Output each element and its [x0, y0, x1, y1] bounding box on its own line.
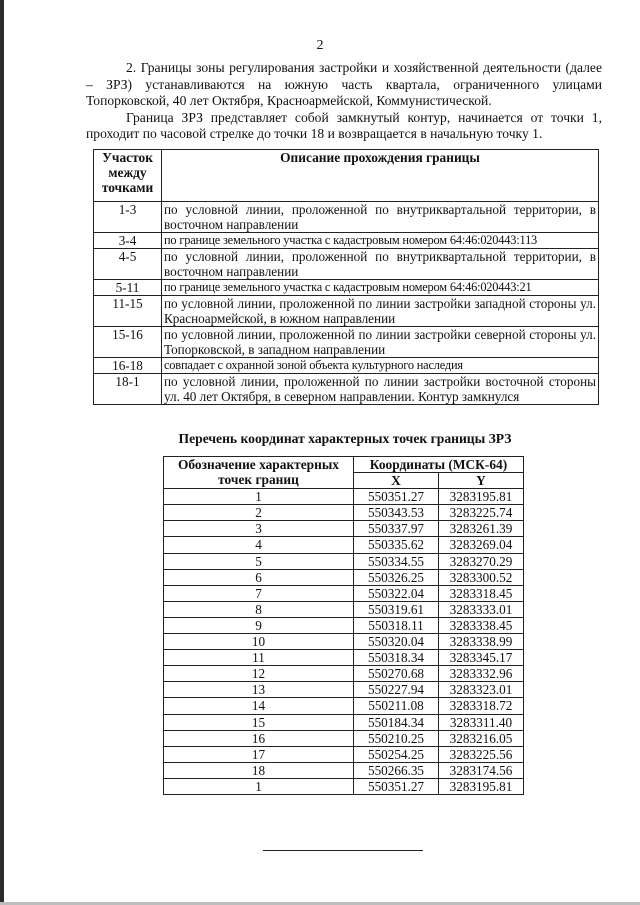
y-cell: 3283195.81 [439, 778, 524, 794]
description-cell: по условной линии, проложенной по линии застройки западной стороны ул. Красноармейской, в южном направлении [162, 296, 599, 327]
table-row [164, 537, 524, 553]
segment-cell: 5-11 [94, 280, 162, 296]
page-number: 2 [316, 38, 324, 53]
y-cell: 3283338.99 [439, 634, 524, 650]
y-cell: 3283195.81 [439, 489, 524, 505]
description-cell: по границе земельного участка с кадастровым номером 64:46:020443:21 [162, 280, 599, 296]
table-row [164, 778, 524, 794]
x-cell: 550337.97 [354, 521, 439, 537]
y-cell: 3283332.96 [439, 666, 524, 682]
point-cell: 6 [164, 569, 354, 585]
point-cell: 14 [164, 698, 354, 714]
point-cell: 15 [164, 714, 354, 730]
table-row [94, 296, 599, 327]
segment-cell: 16-18 [94, 358, 162, 374]
y-cell: 3283261.39 [439, 521, 524, 537]
point-cell: 3 [164, 521, 354, 537]
x-cell: 550184.34 [354, 714, 439, 730]
table-header-row [94, 150, 599, 202]
segment-cell: 18-1 [94, 374, 162, 405]
table-row [94, 358, 599, 374]
point-cell: 18 [164, 762, 354, 778]
point-cell: 12 [164, 666, 354, 682]
description-column-header: Описание прохождения границы [162, 150, 599, 202]
point-cell: 2 [164, 505, 354, 521]
x-cell: 550254.25 [354, 746, 439, 762]
table-row [164, 714, 524, 730]
table-row [164, 585, 524, 601]
y-cell: 3283345.17 [439, 650, 524, 666]
x-cell: 550322.04 [354, 585, 439, 601]
point-cell: 1 [164, 489, 354, 505]
y-cell: 3283318.45 [439, 585, 524, 601]
table-row [164, 634, 524, 650]
x-cell: 550351.27 [354, 489, 439, 505]
point-cell: 13 [164, 682, 354, 698]
intro-paragraph: Граница ЗРЗ представляет собой замкнутый контур, начинается от точки 1, проходит по часовой стрелке до точки 18 и возвращается в начальную точку 1. [86, 109, 602, 141]
x-column-header: X [354, 473, 439, 489]
description-cell: по условной линии, проложенной по внутриквартальной территории, в восточном направлении [162, 202, 599, 233]
point-cell: 10 [164, 634, 354, 650]
table-row [94, 202, 599, 233]
intro-text [86, 60, 602, 143]
table-row [94, 327, 599, 358]
point-cell: 7 [164, 585, 354, 601]
table-row [164, 521, 524, 537]
x-cell: 550326.25 [354, 569, 439, 585]
segment-cell: 4-5 [94, 249, 162, 280]
x-cell: 550227.94 [354, 682, 439, 698]
point-column-header: Обозначение характерных точек границ [164, 457, 354, 489]
segment-cell: 15-16 [94, 327, 162, 358]
x-cell: 550351.27 [354, 778, 439, 794]
y-cell: 3283300.52 [439, 569, 524, 585]
x-cell: 550270.68 [354, 666, 439, 682]
table-row [164, 762, 524, 778]
x-cell: 550318.11 [354, 617, 439, 633]
table-row [164, 730, 524, 746]
table-row [164, 569, 524, 585]
table-row [164, 698, 524, 714]
x-cell: 550266.35 [354, 762, 439, 778]
y-cell: 3283225.74 [439, 505, 524, 521]
x-cell: 550335.62 [354, 537, 439, 553]
segment-column-header: Участок между точками [94, 150, 162, 202]
y-cell: 3283318.72 [439, 698, 524, 714]
segment-cell: 3-4 [94, 233, 162, 249]
table-row [164, 489, 524, 505]
point-cell: 17 [164, 746, 354, 762]
coords-column-header: Координаты (МСК-64) [354, 457, 524, 473]
x-cell: 550318.34 [354, 650, 439, 666]
description-cell: по границе земельного участка с кадастровым номером 64:46:020443:113 [162, 233, 599, 249]
y-cell: 3283225.56 [439, 746, 524, 762]
coordinates-title: Перечень координат характерных точек границы ЗРЗ [178, 431, 512, 446]
y-column-header: Y [439, 473, 524, 489]
segment-cell: 1-3 [94, 202, 162, 233]
y-cell: 3283333.01 [439, 601, 524, 617]
y-cell: 3283269.04 [439, 537, 524, 553]
description-cell: по условной линии, проложенной по линии застройки северной стороны ул. Топорковской, в западном направлении [162, 327, 599, 358]
y-cell: 3283216.05 [439, 730, 524, 746]
table-row [164, 617, 524, 633]
point-cell: 4 [164, 537, 354, 553]
y-cell: 3283338.45 [439, 617, 524, 633]
description-cell: по условной линии, проложенной по внутриквартальной территории, в восточном направлении [162, 249, 599, 280]
point-cell: 8 [164, 601, 354, 617]
point-cell: 11 [164, 650, 354, 666]
x-cell: 550334.55 [354, 553, 439, 569]
table-row [164, 601, 524, 617]
table-row [164, 505, 524, 521]
table-row [94, 233, 599, 249]
x-cell: 550210.25 [354, 730, 439, 746]
x-cell: 550320.04 [354, 634, 439, 650]
point-cell: 1 [164, 778, 354, 794]
table-row [164, 650, 524, 666]
table-row [164, 666, 524, 682]
point-cell: 5 [164, 553, 354, 569]
page-edge [0, 0, 4, 905]
footer-divider [263, 850, 423, 851]
table-row [94, 280, 599, 296]
point-cell: 16 [164, 730, 354, 746]
y-cell: 3283270.29 [439, 553, 524, 569]
y-cell: 3283174.56 [439, 762, 524, 778]
y-cell: 3283323.01 [439, 682, 524, 698]
table-row [164, 682, 524, 698]
table-row [94, 249, 599, 280]
coordinates-table [163, 456, 524, 795]
intro-paragraph: 2. Границы зоны регулирования застройки и хозяйственной деятельности (далее – ЗРЗ) устанавливаются на южную часть квартала, ограниченного улицами Топорковской, 40 лет Октября, Красноармейской, Коммунистической. [86, 60, 602, 108]
x-cell: 550211.08 [354, 698, 439, 714]
y-cell: 3283311.40 [439, 714, 524, 730]
table-row [164, 553, 524, 569]
boundary-description-table [93, 149, 599, 405]
table-row [164, 746, 524, 762]
point-cell: 9 [164, 617, 354, 633]
x-cell: 550319.61 [354, 601, 439, 617]
description-cell: по условной линии, проложенной по линии застройки восточной стороны ул. 40 лет Октября, в северном направлении. Контур замкнулся [162, 374, 599, 405]
table-row [94, 374, 599, 405]
x-cell: 550343.53 [354, 505, 439, 521]
description-cell: совпадает с охранной зоной объекта культурного наследия [162, 358, 599, 374]
table-header-row [164, 457, 524, 473]
segment-cell: 11-15 [94, 296, 162, 327]
